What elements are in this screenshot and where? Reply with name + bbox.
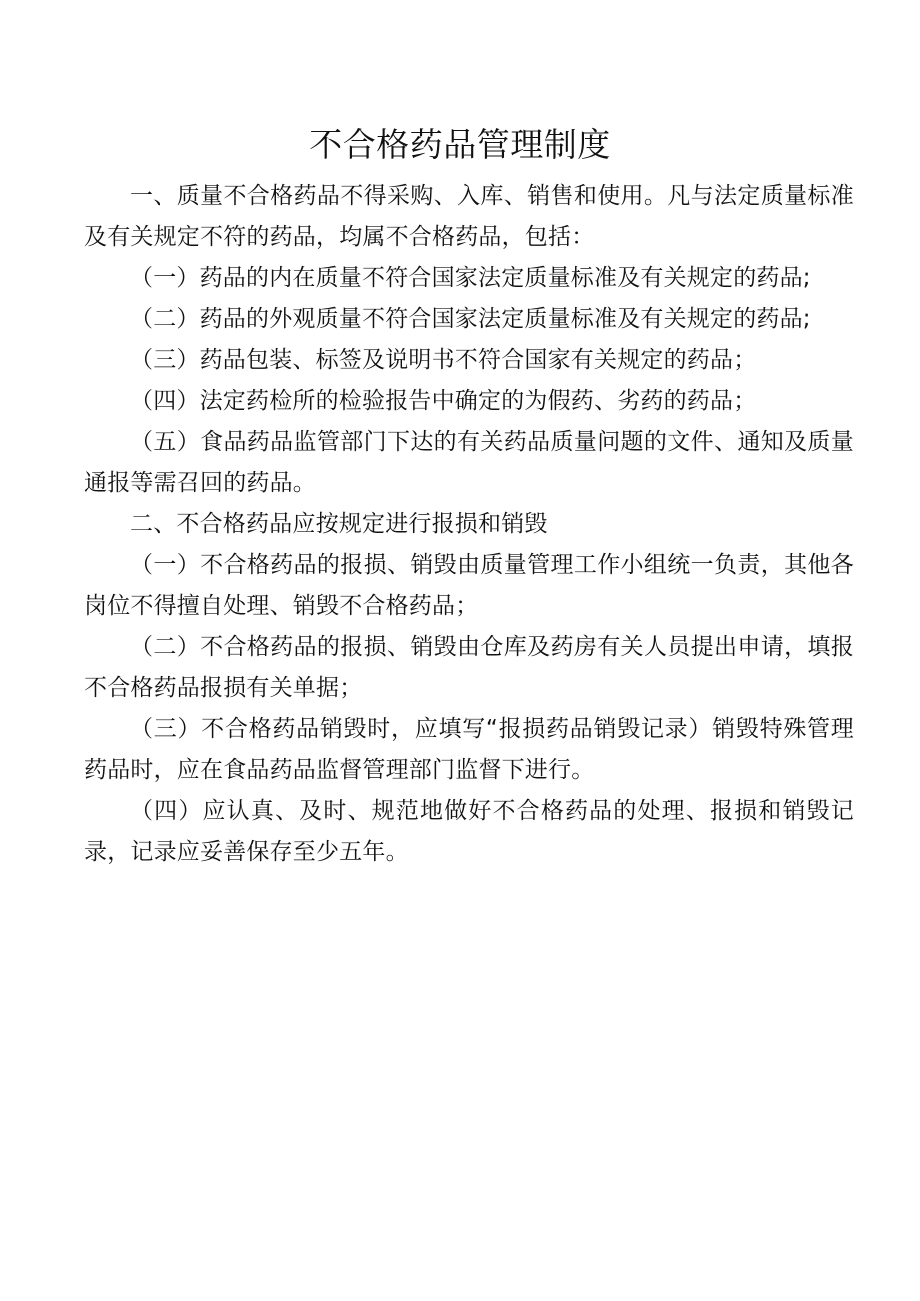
document-title: 不合格药品管理制度	[309, 125, 611, 164]
paragraph-item-2-3: （三）不合格药品销毁时，应填写“报损药品销毁记录）销毁特殊管理药品时，应在食品药品监督管理部门监督下进行。	[84, 716, 854, 783]
paragraph-item-2-1: （一）不合格药品的报损、销毁由质量管理工作小组统一负责，其他各岗位不得擅自处理、销毁不合格药品；	[84, 552, 854, 619]
paragraph-item-2-2: （二）不合格药品的报损、销毁由仓库及药房有关人员提出申请，填报不合格药品报损有关单据；	[84, 634, 854, 701]
paragraph-item-1-5: （五）食品药品监管部门下达的有关药品质量问题的文件、通知及质量通报等需召回的药品。	[84, 429, 854, 496]
paragraph-item-1-4: （四）法定药检所的检验报告中确定的为假药、劣药的药品；	[130, 388, 757, 414]
paragraph-item-2-4: （四）应认真、及时、规范地做好不合格药品的处理、报损和销毁记录，记录应妥善保存至少五年。	[84, 798, 854, 865]
paragraph-section-2: 二、不合格药品应按规定进行报损和销毁	[130, 511, 548, 537]
paragraph-item-1-2: （二）药品的外观质量不符合国家法定质量标准及有关规定的药品;	[130, 306, 811, 332]
paragraph-item-1-1: （一）药品的内在质量不符合国家法定质量标准及有关规定的药品;	[130, 265, 811, 291]
paragraph-section-1: 一、质量不合格药品不得采购、入库、销售和使用。凡与法定质量标准及有关规定不符的药品，均属不合格药品，包括：	[84, 183, 854, 250]
paragraph-item-1-3: （三）药品包装、标签及说明书不符合国家有关规定的药品；	[130, 347, 757, 373]
document-body	[84, 176, 854, 873]
